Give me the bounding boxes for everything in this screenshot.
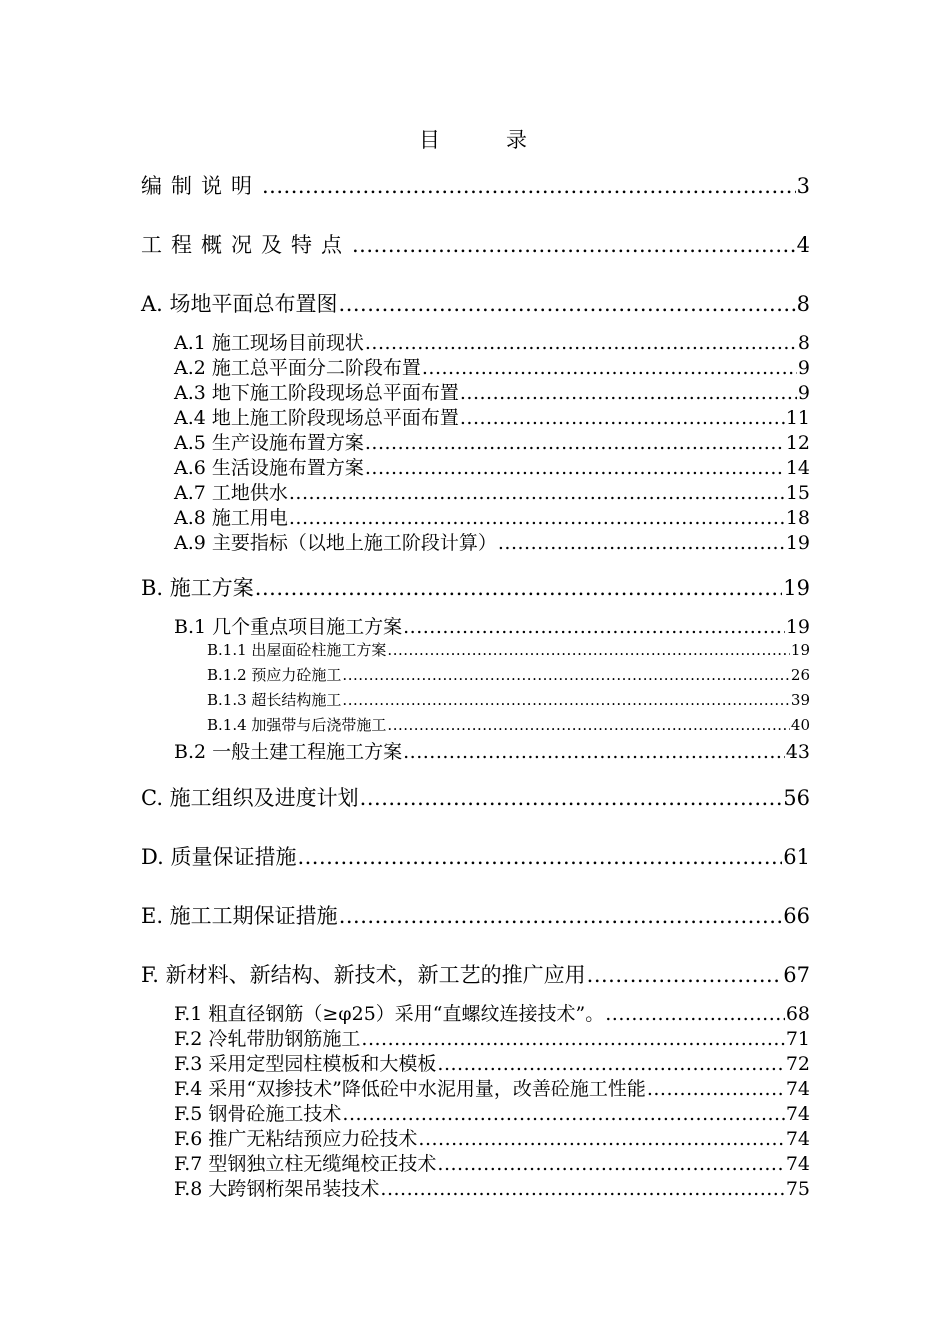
toc-entry-c[interactable] — [141, 782, 810, 812]
toc-entry-label: B. 施工方案 — [141, 576, 254, 600]
toc-entry-page: 26 — [790, 666, 810, 684]
toc-title-part1: 目 — [419, 128, 444, 152]
toc-leader-dots — [387, 716, 789, 734]
toc-entry-page: 9 — [797, 357, 810, 379]
toc-leader-dots — [437, 1053, 784, 1075]
toc-entry-f3[interactable] — [174, 1049, 810, 1076]
toc-entry-label: F.6 推广无粘结预应力砼技术 — [174, 1128, 418, 1150]
toc-entry-label: F.1 粗直径钢筋（≥φ25）采用“直螺纹连接技术”。 — [174, 1003, 605, 1025]
toc-entry-page: 14 — [785, 457, 810, 479]
toc-entry-label: F.8 大跨钢桁架吊装技术 — [174, 1178, 380, 1200]
toc-entry-label: A.5 生产设施布置方案 — [174, 432, 364, 454]
toc-entry-a6[interactable] — [174, 453, 810, 480]
toc-entry-a2[interactable] — [174, 353, 810, 380]
toc-entry-label: A. 场地平面总布置图 — [141, 292, 338, 316]
toc-leader-dots — [403, 616, 785, 638]
toc-entry-label: B.1.3 超长结构施工 — [207, 691, 342, 709]
toc-entry-label: B.1.4 加强带与后浇带施工 — [207, 716, 387, 734]
toc-leader-dots — [460, 407, 785, 429]
toc-leader-dots — [365, 457, 785, 479]
toc-entry-page: 74 — [785, 1103, 810, 1125]
toc-entry-b[interactable] — [141, 572, 810, 602]
toc-entry-label: A.4 地上施工阶段现场总平面布置 — [174, 407, 459, 429]
toc-entry-label: A.7 工地供水 — [174, 482, 288, 504]
toc-entry-a1[interactable] — [174, 328, 810, 355]
toc-entry-a3[interactable] — [174, 378, 810, 405]
toc-entry-f6[interactable] — [174, 1124, 810, 1151]
toc-entry-label: F.2 冷轧带肋钢筋施工 — [174, 1028, 361, 1050]
toc-leader-dots — [255, 576, 782, 600]
toc-leader-dots — [647, 1078, 785, 1100]
toc-entry-page: 9 — [797, 382, 810, 404]
toc-entry-f[interactable] — [141, 959, 810, 989]
toc-entry-f2[interactable] — [174, 1024, 810, 1051]
toc-entry-label: A.2 施工总平面分二阶段布置 — [174, 357, 421, 379]
toc-leader-dots — [437, 1153, 784, 1175]
toc-entry-b12[interactable] — [207, 664, 810, 685]
toc-entry-label: B.1 几个重点项目施工方案 — [174, 616, 403, 638]
toc-entry-page: 43 — [785, 741, 810, 763]
toc-entry-label: B.1.1 出屋面砼柱施工方案 — [207, 641, 387, 659]
toc-leader-dots — [460, 382, 797, 404]
toc-entry-page: 4 — [796, 233, 810, 257]
toc-leader-dots — [365, 332, 797, 354]
toc-leader-dots — [289, 507, 785, 529]
toc-entry-page: 75 — [785, 1178, 810, 1200]
toc-entry-f1[interactable] — [174, 999, 810, 1026]
toc-entry-label: F.7 型钢独立柱无缆绳校正技术 — [174, 1153, 437, 1175]
toc-entry-page: 56 — [783, 786, 810, 810]
toc-leader-dots — [387, 641, 789, 659]
toc-entry-label: 编制说明 — [141, 174, 261, 198]
toc-entry-label: B.1.2 预应力砼施工 — [207, 666, 342, 684]
toc-entry-label: 工程概况及特点 — [141, 233, 351, 257]
toc-entry-page: 19 — [783, 576, 810, 600]
toc-entry-a4[interactable] — [174, 403, 810, 430]
toc-entry-a5[interactable] — [174, 428, 810, 455]
toc-leader-dots — [380, 1178, 784, 1200]
toc-entry-page: 74 — [785, 1078, 810, 1100]
toc-entry-b1[interactable] — [174, 612, 810, 639]
toc-entry-page: 15 — [785, 482, 810, 504]
toc-leader-dots — [342, 691, 789, 709]
toc-leader-dots — [498, 532, 785, 554]
toc-entry-f8[interactable] — [174, 1174, 810, 1201]
toc-entry-page: 18 — [785, 507, 810, 529]
toc-entry-b14[interactable] — [207, 714, 810, 735]
toc-leader-dots — [339, 292, 796, 316]
toc-entry-a8[interactable] — [174, 503, 810, 530]
toc-entry-page: 74 — [785, 1128, 810, 1150]
toc-entry-page: 11 — [785, 407, 810, 429]
toc-entry-page: 8 — [797, 332, 810, 354]
toc-entry-a[interactable] — [141, 288, 810, 318]
toc-entry-label: F.3 采用定型园柱模板和大模板 — [174, 1053, 437, 1075]
toc-entry-label: A.9 主要指标（以地上施工阶段计算） — [174, 532, 497, 554]
toc-leader-dots — [361, 1028, 784, 1050]
toc-entry-label: F.5 钢骨砼施工技术 — [174, 1103, 342, 1125]
toc-leader-dots — [289, 482, 785, 504]
toc-leader-dots — [339, 904, 783, 928]
toc-entry-label: B.2 一般土建工程施工方案 — [174, 741, 403, 763]
toc-entry-label: A.1 施工现场目前现状 — [174, 332, 364, 354]
toc-entry-a9[interactable] — [174, 528, 810, 555]
toc-entry-page: 19 — [785, 532, 810, 554]
toc-entry-page: 71 — [785, 1028, 810, 1050]
toc-entry-project-overview[interactable] — [141, 229, 810, 259]
toc-leader-dots — [352, 233, 796, 257]
toc-entry-compilation-notes[interactable] — [141, 170, 810, 200]
toc-entry-page: 72 — [785, 1053, 810, 1075]
toc-entry-page: 8 — [796, 292, 810, 316]
toc-leader-dots — [418, 1128, 784, 1150]
toc-entry-page: 68 — [785, 1003, 810, 1025]
toc-entry-page: 19 — [790, 641, 810, 659]
toc-entry-label: A.3 地下施工阶段现场总平面布置 — [174, 382, 459, 404]
toc-entry-f5[interactable] — [174, 1099, 810, 1126]
toc-leader-dots — [365, 432, 785, 454]
toc-entry-page: 19 — [785, 616, 810, 638]
toc-entry-label: F.4 采用“双掺技术”降低砼中水泥用量，改善砼施工性能 — [174, 1078, 646, 1100]
toc-leader-dots — [587, 963, 783, 987]
toc-entry-b2[interactable] — [174, 737, 810, 764]
toc-entry-page: 12 — [785, 432, 810, 454]
toc-entry-page: 3 — [796, 174, 810, 198]
toc-leader-dots — [605, 1003, 785, 1025]
toc-entry-d[interactable] — [141, 841, 810, 871]
toc-leader-dots — [360, 786, 783, 810]
toc-entry-e[interactable] — [141, 900, 810, 930]
toc-entry-label: A.6 生活设施布置方案 — [174, 457, 364, 479]
toc-entry-b13[interactable] — [207, 689, 810, 710]
toc-leader-dots — [342, 666, 789, 684]
toc-entry-label: A.8 施工用电 — [174, 507, 288, 529]
toc-title-part2: 录 — [506, 128, 531, 152]
toc-entry-f7[interactable] — [174, 1149, 810, 1176]
toc-leader-dots — [297, 845, 782, 869]
toc-leader-dots — [422, 357, 797, 379]
toc-entry-page: 66 — [783, 904, 810, 928]
toc-leader-dots — [262, 174, 796, 198]
toc-entry-page: 67 — [783, 963, 810, 987]
toc-entry-f4[interactable] — [174, 1074, 810, 1101]
toc-entry-label: D. 质量保证措施 — [141, 845, 297, 869]
toc-entry-page: 40 — [790, 716, 810, 734]
toc-entry-page: 39 — [790, 691, 810, 709]
toc-entry-label: C. 施工组织及进度计划 — [141, 786, 359, 810]
toc-entry-label: F. 新材料、新结构、新技术，新工艺的推广应用 — [141, 963, 586, 987]
toc-leader-dots — [342, 1103, 784, 1125]
toc-entry-page: 74 — [785, 1153, 810, 1175]
toc-leader-dots — [403, 741, 785, 763]
toc-title — [0, 124, 950, 154]
toc-entry-page: 61 — [783, 845, 810, 869]
toc-entry-label: E. 施工工期保证措施 — [141, 904, 338, 928]
toc-entry-a7[interactable] — [174, 478, 810, 505]
toc-entry-b11[interactable] — [207, 639, 810, 660]
